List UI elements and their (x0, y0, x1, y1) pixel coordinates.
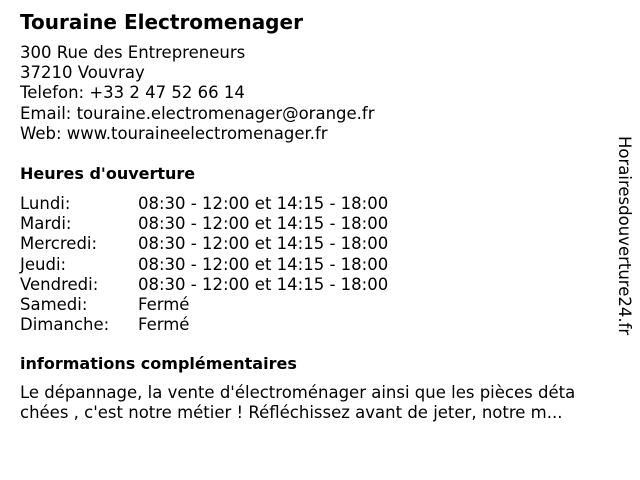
description-text (20, 383, 610, 423)
hours-day: Vendredi: (20, 274, 99, 294)
hours-time: Fermé (138, 315, 190, 335)
hours-time: 08:30 - 12:00 et 14:15 - 18:00 (138, 254, 389, 274)
phone-line: Telefon: +33 2 47 52 66 14 (20, 83, 245, 103)
address-street: 300 Rue des Entrepreneurs (20, 43, 246, 62)
hours-day: Samedi: (20, 294, 88, 314)
email-line: Email: touraine.electromenager@orange.fr (20, 103, 375, 123)
web-line: Web: www.touraineelectromenager.fr (20, 123, 328, 143)
address-city: 37210 Vouvray (20, 63, 145, 83)
description-line: Le dépannage, la vente d'électroménager ainsi que les pièces déta (20, 383, 576, 402)
hours-time: 08:30 - 12:00 et 14:15 - 18:00 (138, 214, 389, 234)
hours-day: Mardi: (20, 214, 72, 234)
description-line: chées , c'est notre métier ! Réfléchissez avant de jeter, notre m... (20, 403, 563, 423)
hours-time: 08:30 - 12:00 et 14:15 - 18:00 (138, 274, 389, 294)
business-name: Touraine Electromenager (20, 10, 303, 34)
info-heading: informations complémentaires (20, 354, 297, 373)
hours-day: Lundi: (20, 194, 71, 213)
hours-heading: Heures d'ouverture (20, 164, 196, 183)
hours-time: 08:30 - 12:00 et 14:15 - 18:00 (138, 194, 389, 213)
hours-time: Fermé (138, 294, 190, 314)
hours-day: Jeudi: (20, 254, 67, 274)
side-brand-watermark: Horairesdouverture24.fr (615, 136, 634, 336)
hours-day: Mercredi: (20, 234, 98, 254)
hours-time: 08:30 - 12:00 et 14:15 - 18:00 (138, 234, 389, 254)
contact-block (20, 43, 375, 144)
hours-day: Dimanche: (20, 315, 110, 335)
